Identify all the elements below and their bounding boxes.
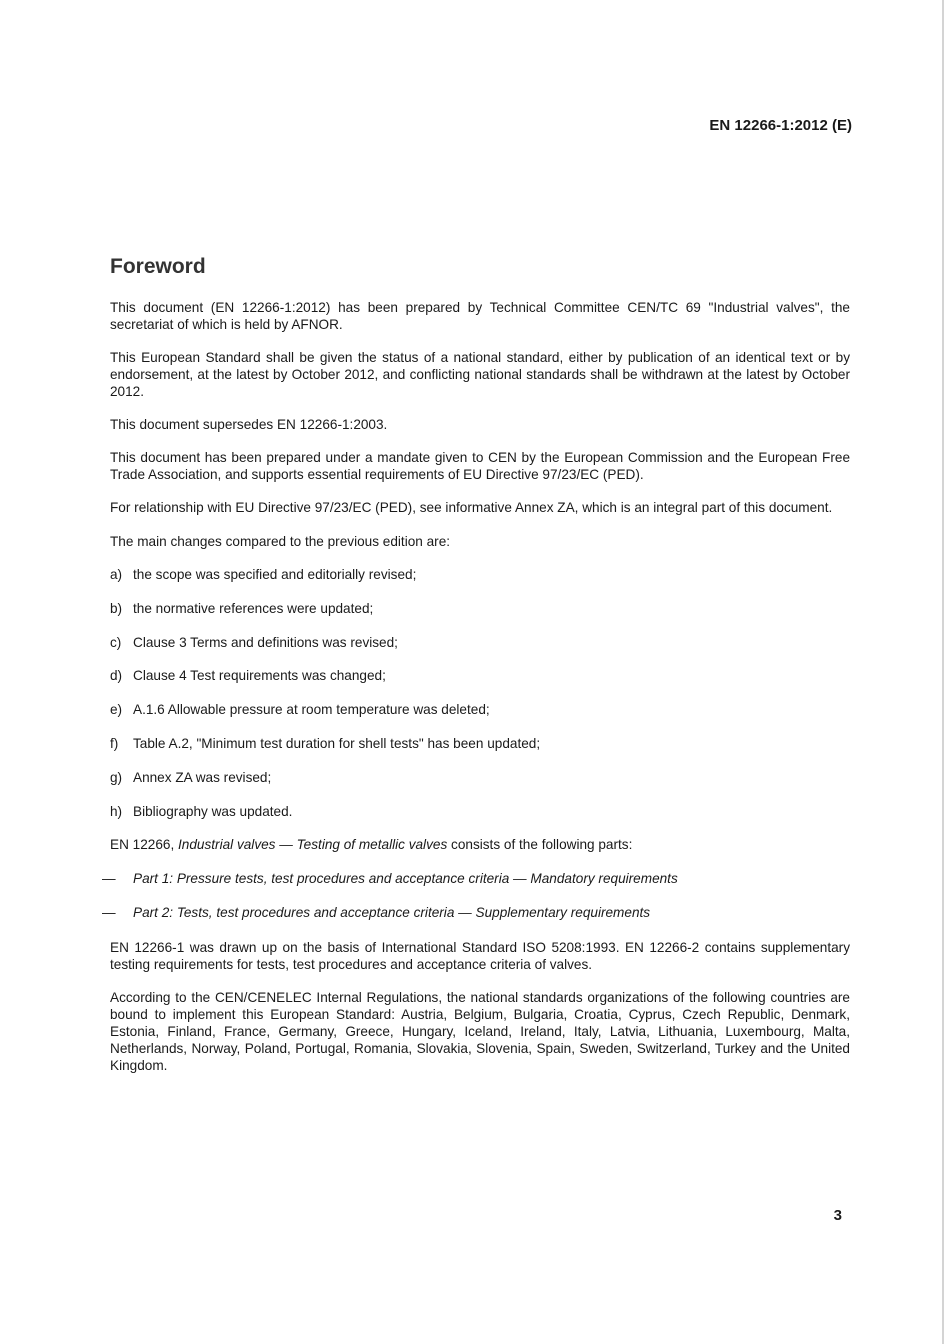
list-item bbox=[110, 635, 850, 652]
foreword-body bbox=[102, 300, 850, 1091]
list-item bbox=[110, 668, 850, 685]
changes-list bbox=[110, 567, 850, 820]
list-item-text: Table A.2, "Minimum test duration for shell tests" has been updated; bbox=[133, 735, 541, 751]
standard-title: Industrial valves — Testing of metallic valves bbox=[178, 837, 448, 853]
list-item-text: Clause 4 Test requirements was changed; bbox=[133, 668, 386, 684]
list-marker: d) bbox=[110, 668, 123, 684]
list-marker: b) bbox=[110, 600, 123, 616]
page-edge bbox=[942, 0, 944, 1344]
list-item bbox=[102, 871, 850, 888]
list-item bbox=[110, 567, 850, 584]
list-item-text: the scope was specified and editorially revised; bbox=[133, 566, 417, 582]
list-item-text: the normative references were updated; bbox=[133, 600, 374, 616]
parts-list bbox=[102, 871, 850, 923]
part-title: Part 1: Pressure tests, test procedures and acceptance criteria — Mandatory requirements bbox=[133, 870, 678, 886]
parts-intro-prefix: EN 12266, bbox=[110, 837, 179, 853]
parts-intro-suffix: consists of the following parts: bbox=[447, 837, 633, 853]
paragraph-supersedes: This document supersedes EN 12266-1:2003. bbox=[110, 416, 388, 432]
dash-marker: — bbox=[102, 870, 116, 886]
list-marker: e) bbox=[110, 702, 123, 718]
list-item bbox=[110, 804, 850, 821]
paragraph-countries: According to the CEN/CENELEC Internal Regulations, the national standards organizations of the following countries are bound to implement this European Standard: Austria, Belgium, Bulgaria, Croatia, Cyprus, Czech Republic, Denmark, Estonia, Finland, France, Germany, Greece, Hungary, Iceland, Ireland, Italy, Latvia, Lithuania, Luxembourg, Malta, Netherlands, Norway, Poland, Portugal, Romania, Slovakia, Slovenia, Spain, Sweden, Switzerland, Turkey and the United Kingdom. bbox=[110, 990, 850, 1073]
list-item-text: A.1.6 Allowable pressure at room temperature was deleted; bbox=[133, 702, 490, 718]
list-marker: f) bbox=[110, 735, 119, 751]
paragraph-main-changes: The main changes compared to the previous edition are: bbox=[110, 533, 451, 549]
list-marker: c) bbox=[110, 634, 122, 650]
paragraph-mandate: This document has been prepared under a mandate given to CEN by the European Commission and the European Free Trade Association, and supports essential requirements of EU Directive 97/23/EC (PED). bbox=[110, 450, 850, 483]
paragraph-status: This European Standard shall be given the status of a national standard, either by publication of an identical text or by endorsement, at the latest by October 2012, and conflicting national standards shall be withdrawn at the latest by October 2012. bbox=[110, 350, 850, 399]
list-item bbox=[110, 601, 850, 618]
list-item-text: Annex ZA was revised; bbox=[133, 769, 272, 785]
list-marker: g) bbox=[110, 769, 123, 785]
list-item bbox=[110, 770, 850, 787]
paragraph-parts-intro bbox=[110, 837, 850, 854]
document-id-header: EN 12266-1:2012 (E) bbox=[709, 117, 852, 134]
list-item-text: Bibliography was updated. bbox=[133, 803, 293, 819]
list-item bbox=[102, 905, 850, 922]
list-item bbox=[110, 702, 850, 719]
list-item bbox=[110, 736, 850, 753]
page-title: Foreword bbox=[110, 255, 206, 278]
paragraph-relationship: For relationship with EU Directive 97/23/EC (PED), see informative Annex ZA, which is an integral part of this document. bbox=[110, 500, 833, 516]
paragraph-basis: EN 12266-1 was drawn up on the basis of International Standard ISO 5208:1993. EN 12266-2 contains supplementary testing requirements for tests, test procedures and acceptance criteria of valves. bbox=[110, 940, 850, 973]
page-number: 3 bbox=[833, 1207, 842, 1224]
part-title: Part 2: Tests, test procedures and acceptance criteria — Supplementary requirements bbox=[133, 905, 651, 921]
list-marker: a) bbox=[110, 566, 123, 582]
paragraph-prepared-by: This document (EN 12266-1:2012) has been prepared by Technical Committee CEN/TC 69 "Industrial valves", the secretariat of which is held by AFNOR. bbox=[110, 300, 850, 332]
dash-marker: — bbox=[102, 905, 116, 921]
list-item-text: Clause 3 Terms and definitions was revised; bbox=[133, 634, 398, 650]
list-marker: h) bbox=[110, 803, 123, 819]
